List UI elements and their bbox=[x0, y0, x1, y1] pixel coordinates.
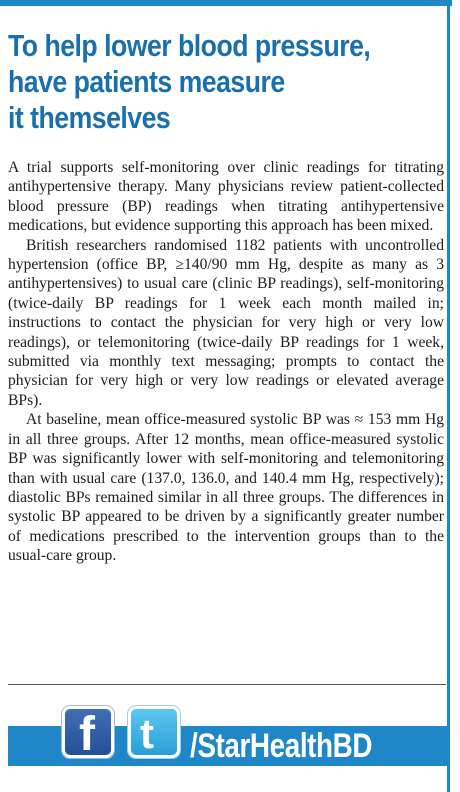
social-handle-link[interactable]: /StarHealthBD bbox=[190, 727, 373, 765]
article-paragraph-2: British researchers randomised 1182 patients with uncontrolled hypertension (office BP, ≥140/90 mm Hg, despite as many as 3 antihypertensives) to usual care (clinic BP readings), self-monitoring (twice-daily BP readings for 1 week each month mailed in; instructions to contact the physician for very high or very low readings), or telemonitoring (twice-daily BP readings for 1 week, submitted via monthly text messaging; prompts to contact the physician for very high or very low readings or elevated average BPs). bbox=[8, 236, 444, 409]
facebook-glyph: f bbox=[79, 708, 95, 761]
right-accent-rule bbox=[447, 0, 450, 792]
article-paragraph-3: At baseline, mean office-measured systolic BP was ≈ 153 mm Hg in all three groups. After 12 months, mean office-measured systolic BP was significantly lower with self-monitoring and telemonitoring than with usual care (137.0, 136.0, and 140.4 mm Hg, respectively); diastolic BPs remained similar in all three groups. The differences in systolic BP appeared to be driven by a significantly greater number of medications prescribed to the intervention groups than to the usual-care group. bbox=[8, 411, 444, 565]
headline-line-1: To help lower blood pressure, bbox=[8, 28, 371, 63]
facebook-icon[interactable] bbox=[62, 706, 114, 761]
headline-line-2: have patients measure bbox=[8, 64, 285, 99]
twitter-icon[interactable] bbox=[128, 706, 180, 758]
headline bbox=[8, 28, 378, 136]
top-accent-bar bbox=[0, 0, 452, 6]
headline-line-3: it themselves bbox=[8, 100, 171, 135]
section-divider bbox=[8, 684, 446, 685]
article-body bbox=[8, 158, 444, 566]
article-paragraph-1: A trial supports self-monitoring over clinic readings for titrating antihypertensive therapy. Many physicians review patient-collected blood pressure (BP) readings when titrating antihypertensive medications, but evidence supporting this approach has been mixed. bbox=[8, 159, 444, 235]
twitter-glyph: t bbox=[140, 710, 154, 757]
